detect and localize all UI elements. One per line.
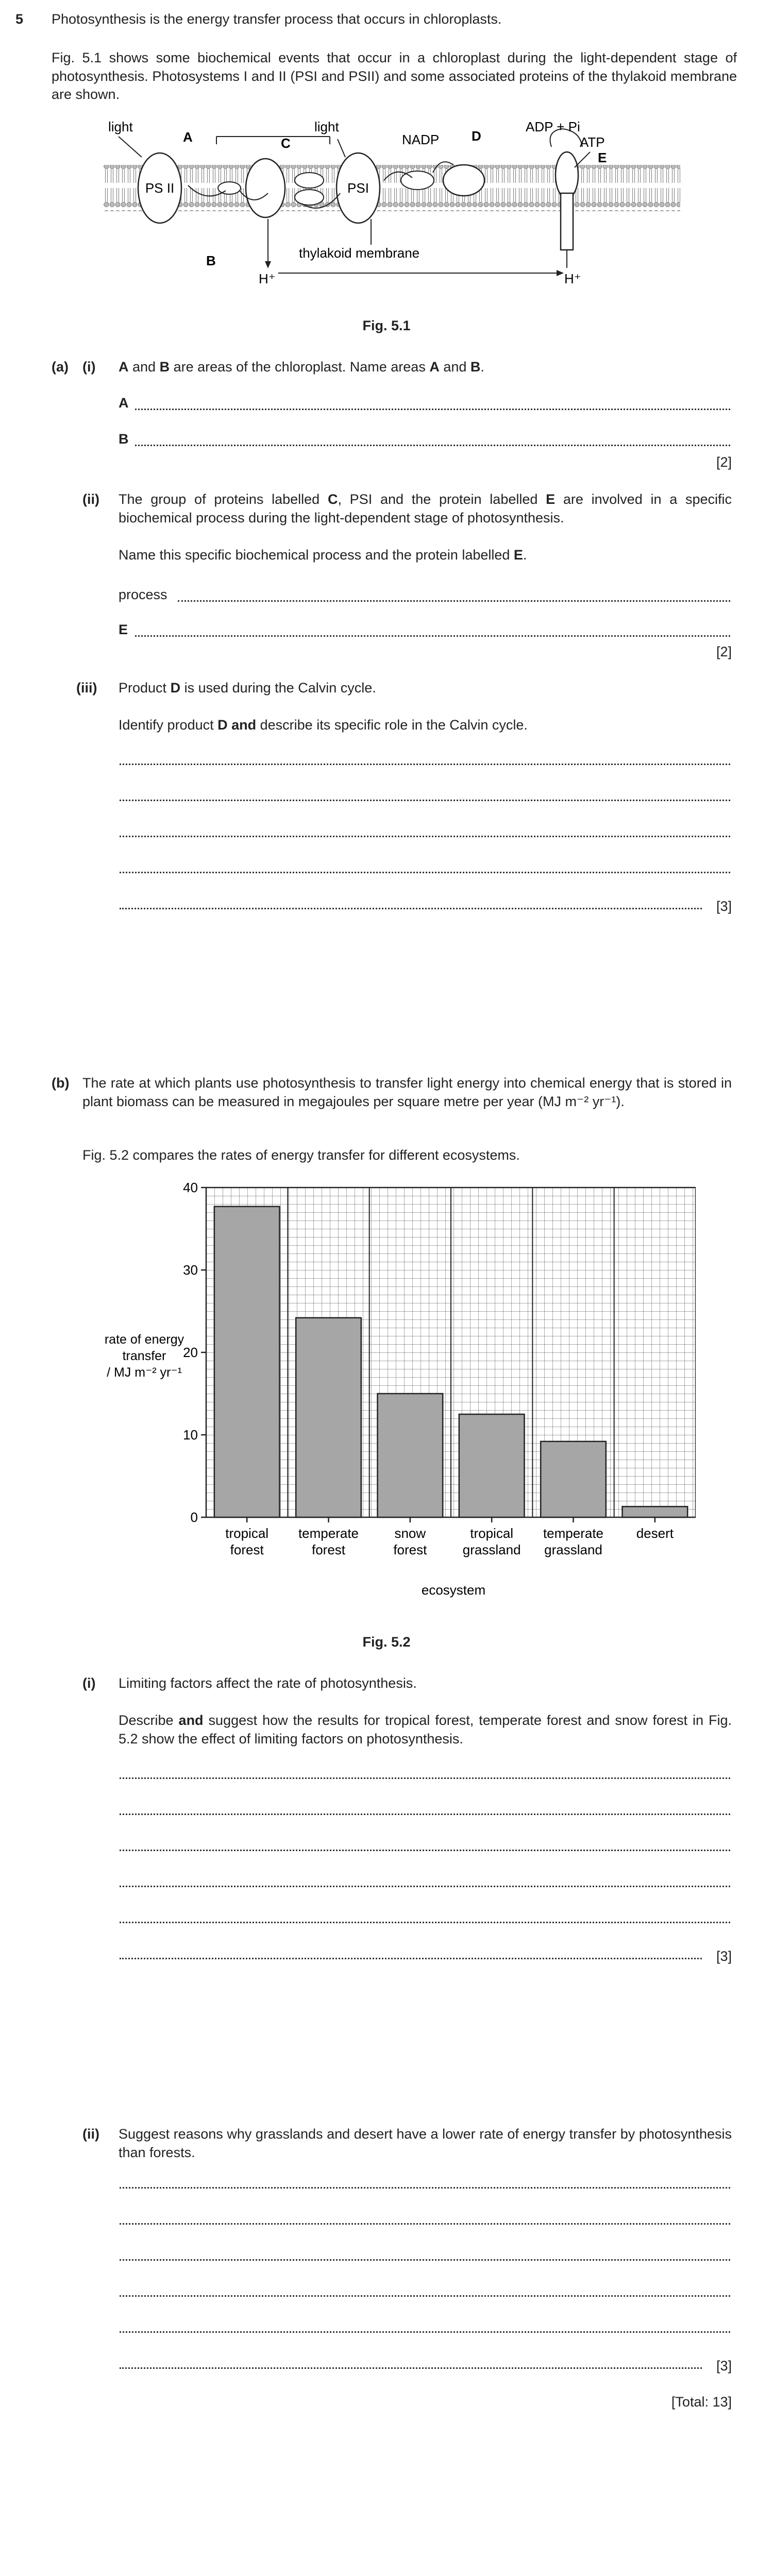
lipid-bilayer <box>103 165 680 211</box>
answer-line-b-i-4[interactable] <box>120 1886 730 1887</box>
fig2-caption: Fig. 5.2 <box>362 1634 411 1650</box>
x-tick-label: grassland <box>544 1542 602 1557</box>
fig2-intro: Fig. 5.2 compares the rates of energy transfer for different ecosystems. <box>82 1147 520 1163</box>
part-a-i-label: (i) <box>82 359 96 375</box>
total-marks: [Total: 13] <box>671 2394 732 2410</box>
answer-line-b-i-6[interactable] <box>120 1958 702 1959</box>
thylakoid-diagram <box>98 116 691 289</box>
y-tick-label: 30 <box>183 1262 198 1278</box>
x-tick-label: forest <box>393 1542 427 1557</box>
x-tick-label: desert <box>636 1526 674 1541</box>
part-b-i-label: (i) <box>82 1675 96 1691</box>
part-a-label: (a) <box>52 359 69 375</box>
part-a-ii-text2: Name this specific biochemical process and the protein labelled E. <box>119 547 527 563</box>
marks-a-i: [2] <box>716 454 732 470</box>
part-a-i-text: A and B are areas of the chloroplast. Name areas A and B. <box>119 359 484 375</box>
answer-a-label: A <box>119 395 129 411</box>
y-axis-title-line-3: / MJ m⁻² yr⁻¹ <box>107 1365 182 1380</box>
label-c: C <box>281 135 291 151</box>
answer-line-b[interactable] <box>135 445 730 446</box>
answer-line-a-iii-4[interactable] <box>120 872 730 873</box>
x-tick-label: snow <box>394 1526 426 1541</box>
part-b-i-text2: Describe and suggest how the results for tropical forest, temperate forest and snow forest in Fig. 5.2 show the effect of limiting factors on photosynthesis. <box>119 1713 732 1747</box>
y-tick-label: 10 <box>183 1427 198 1443</box>
membrane-label: thylakoid membrane <box>299 245 420 261</box>
atp-synthase-head <box>556 152 578 198</box>
light-label-1: light <box>108 119 133 134</box>
y-axis-title-line-2: transfer <box>122 1349 166 1363</box>
answer-line-a-iii-5[interactable] <box>120 908 702 909</box>
y-axis-title-line-1: rate of energy <box>104 1332 184 1347</box>
answer-line-process[interactable] <box>178 600 730 602</box>
answer-line-b-i-1[interactable] <box>120 1777 730 1779</box>
question-number: 5 <box>15 11 24 27</box>
nadp-label: NADP <box>402 132 440 147</box>
bar-tropical-grassland <box>459 1414 525 1517</box>
label-a: A <box>183 129 193 145</box>
part-b-i-text: Limiting factors affect the rate of photosynthesis. <box>119 1675 417 1691</box>
bar-tropical-forest <box>214 1207 280 1517</box>
adp-label: ADP + Pi <box>526 119 580 134</box>
answer-line-b-i-2[interactable] <box>120 1814 730 1815</box>
x-tick-label: forest <box>230 1542 264 1557</box>
answer-e-label: E <box>119 622 128 637</box>
label-b: B <box>206 253 216 268</box>
answer-line-b-ii-1[interactable] <box>120 2187 730 2189</box>
y-tick-label: 20 <box>183 1345 198 1360</box>
cytochrome-shape <box>246 159 285 217</box>
x-tick-label: temperate <box>543 1526 604 1541</box>
answer-line-b-i-5[interactable] <box>120 1922 730 1923</box>
x-tick-label: temperate <box>298 1526 359 1541</box>
answer-line-a-iii-2[interactable] <box>120 800 730 801</box>
marks-b-i: [3] <box>716 1948 732 1964</box>
fig1-description: Fig. 5.1 shows some biochemical events that occur in a chloroplast during the light-dependent stage of photosynthesis. Photosystems I and II (PSI and PSII) and some associated proteins of the thylakoid membrane are shown. <box>52 50 737 103</box>
bar-temperate-grassland <box>541 1442 606 1517</box>
answer-line-b-ii-4[interactable] <box>120 2295 730 2297</box>
marks-a-ii: [2] <box>716 644 732 659</box>
bar-temperate-forest <box>296 1318 361 1517</box>
part-a-iii-label: (iii) <box>76 680 97 696</box>
y-tick-label: 40 <box>183 1180 198 1195</box>
label-e: E <box>598 150 607 165</box>
light-label-2: light <box>314 119 339 134</box>
marks-b-ii: [3] <box>716 2358 732 2374</box>
part-a-iii-text2: Identify product D and describe its specific role in the Calvin cycle. <box>119 717 528 733</box>
marks-a-iii: [3] <box>716 899 732 914</box>
part-b-ii-label: (ii) <box>82 2126 99 2142</box>
answer-process-label: process <box>119 587 167 602</box>
bar-desert <box>623 1506 688 1517</box>
x-tick-label: tropical <box>225 1526 269 1541</box>
answer-line-a-iii-1[interactable] <box>120 764 730 765</box>
part-a-iii-text: Product D is used during the Calvin cycle. <box>119 680 376 696</box>
x-axis-title: ecosystem <box>421 1582 486 1598</box>
y-tick-label: 0 <box>190 1510 198 1525</box>
part-b-text: The rate at which plants use photosynthesis to transfer light energy into chemical energy that is stored in plant biomass can be measured in megajoules per square metre per year (MJ m⁻² yr⁻¹). <box>82 1075 732 1109</box>
answer-line-b-i-3[interactable] <box>120 1850 730 1851</box>
part-b-label: (b) <box>52 1075 70 1091</box>
fig1-caption: Fig. 5.1 <box>362 318 411 333</box>
answer-line-a[interactable] <box>135 409 730 410</box>
energy-transfer-chart <box>88 1177 696 1605</box>
part-a-ii-label: (ii) <box>82 492 99 507</box>
atp-label: ATP <box>580 134 605 150</box>
answer-line-b-ii-2[interactable] <box>120 2223 730 2225</box>
part-a-ii-text: The group of proteins labelled C, PSI and the protein labelled E are involved in a specific biochemical process during the light-dependent stage of photosynthesis. <box>119 492 732 526</box>
label-d: D <box>472 128 481 144</box>
answer-line-e[interactable] <box>135 635 730 637</box>
answer-line-b-ii-6[interactable] <box>120 2367 702 2369</box>
intro-text: Photosynthesis is the energy transfer process that occurs in chloroplasts. <box>52 11 502 27</box>
part-b-ii-text: Suggest reasons why grasslands and desert have a lower rate of energy transfer by photosynthesis than forests. <box>119 2126 732 2160</box>
x-tick-label: forest <box>311 1542 346 1557</box>
answer-line-b-ii-3[interactable] <box>120 2259 730 2261</box>
psii-label: PS II <box>145 180 175 196</box>
h-plus-label-1: H⁺ <box>259 271 276 286</box>
answer-line-b-ii-5[interactable] <box>120 2331 730 2333</box>
x-tick-label: grassland <box>462 1542 521 1557</box>
x-tick-label: tropical <box>470 1526 514 1541</box>
answer-line-a-iii-3[interactable] <box>120 836 730 837</box>
bar-snow-forest <box>378 1394 443 1517</box>
psi-label: PSI <box>347 180 369 196</box>
h-plus-label-2: H⁺ <box>564 271 581 286</box>
answer-b-label: B <box>119 431 129 447</box>
